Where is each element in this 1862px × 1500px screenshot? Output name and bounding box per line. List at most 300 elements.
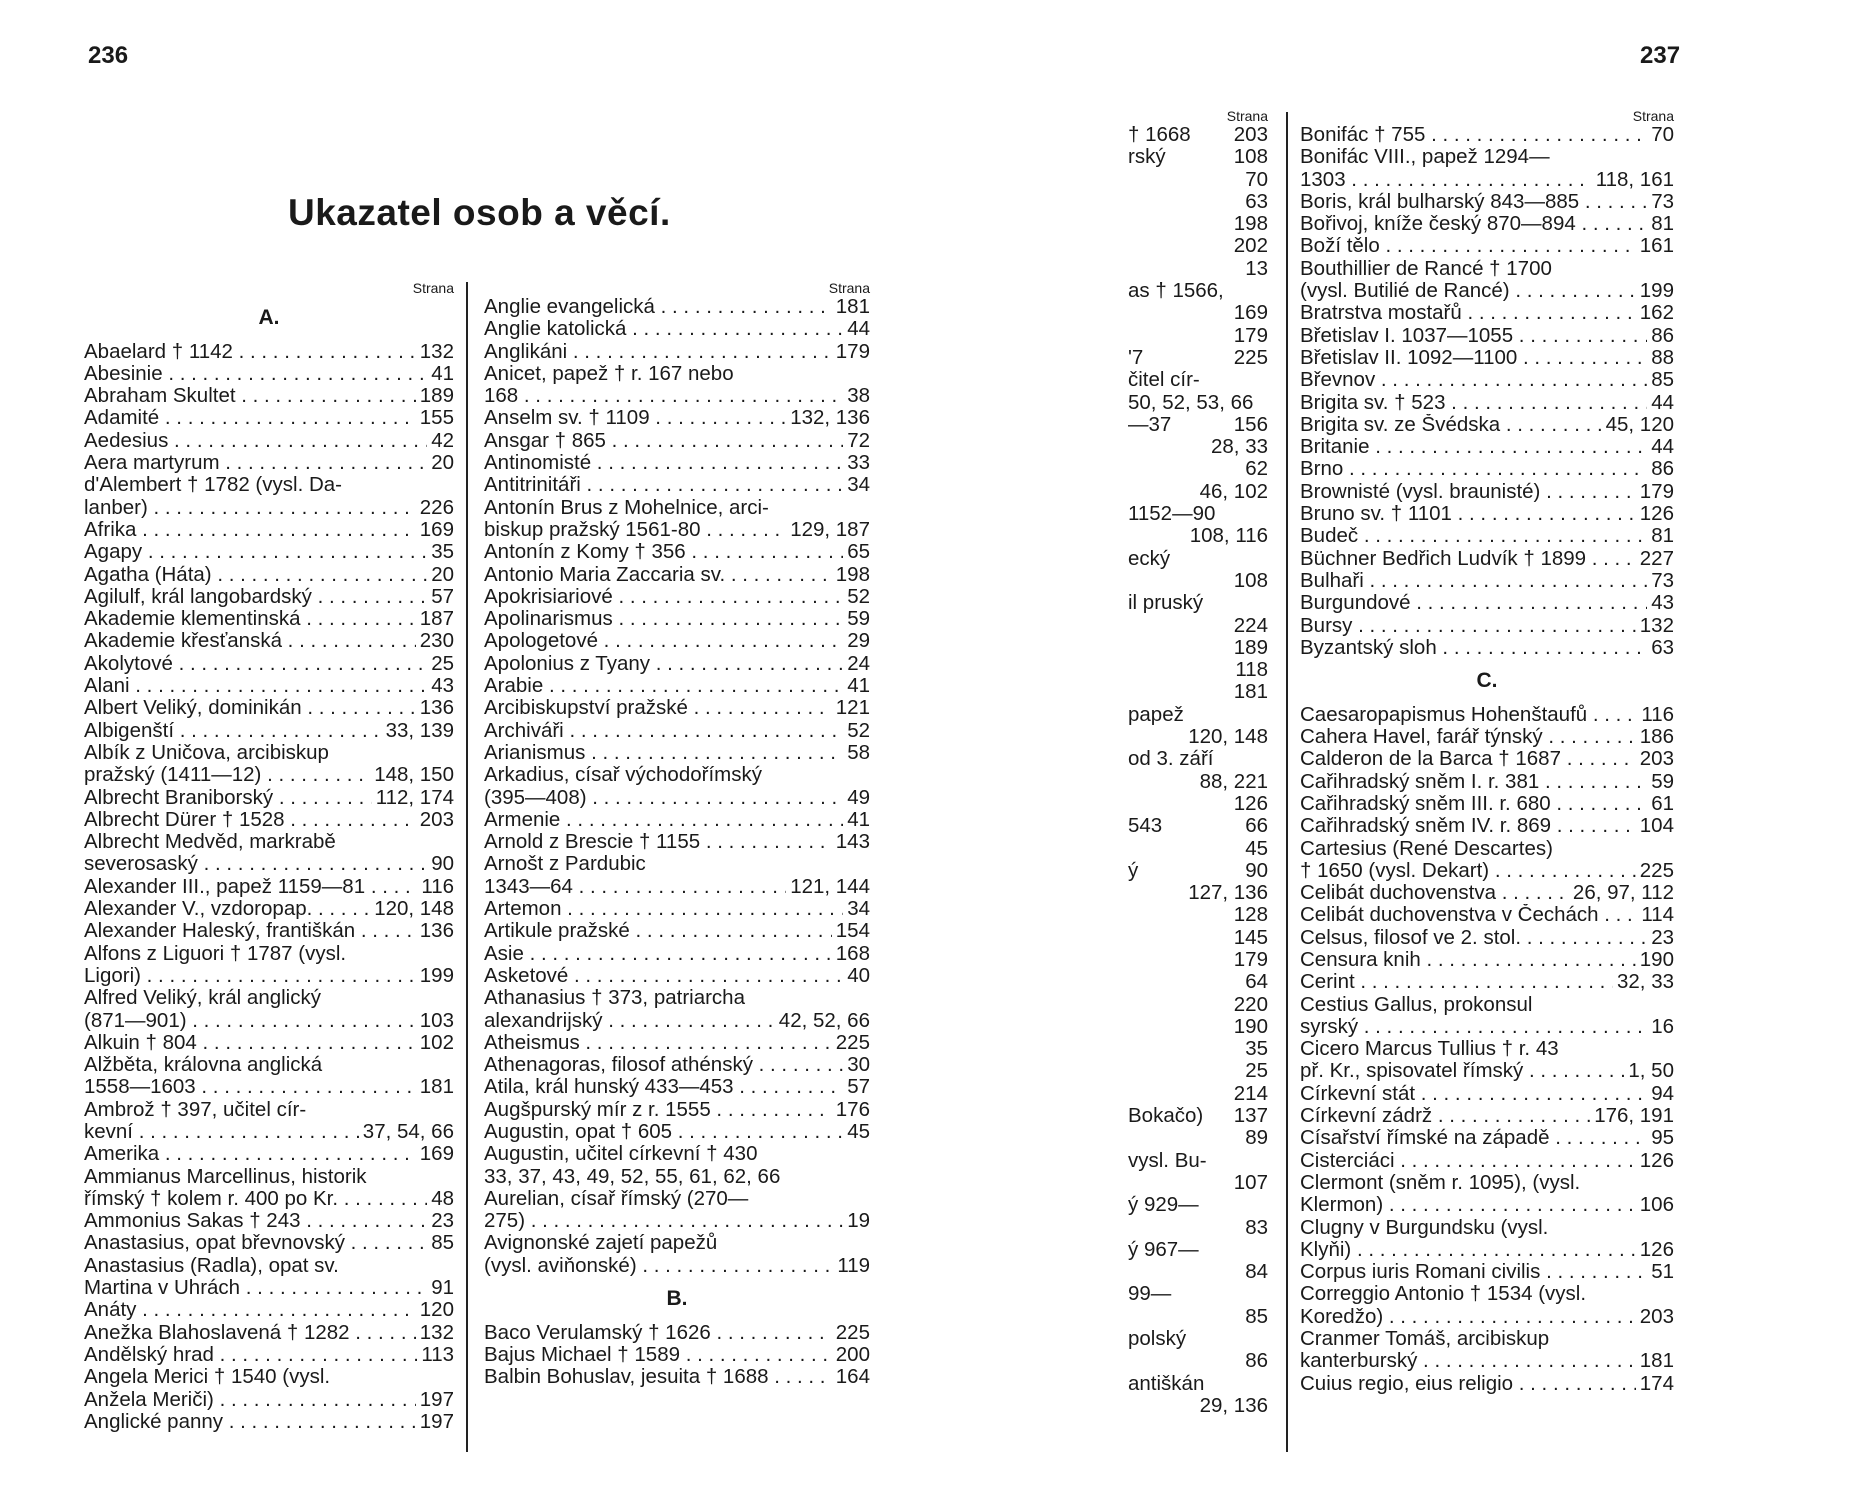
entry-pages: 168 [835, 941, 870, 965]
index-entry [84, 1389, 454, 1411]
entry-name: Celsus, filosof ve 2. stol. . . . [1300, 927, 1647, 949]
entry-name-fragment [1128, 458, 1245, 480]
entry-pages: 174 [1639, 1371, 1674, 1395]
entry-pages: 94 [1651, 1081, 1674, 1105]
entry-name-fragment [1128, 971, 1245, 993]
index-entry [484, 920, 870, 942]
index-entry [84, 385, 454, 407]
entry-name: Büchner Bedřich Ludvík † 1899 . . . [1300, 548, 1636, 570]
index-entry [84, 1166, 454, 1188]
entry-pages: 120 [419, 1298, 454, 1322]
entry-pages: 81 [1651, 524, 1674, 548]
index-entry [84, 586, 454, 608]
index-entry [484, 1188, 870, 1210]
entry-pages: 35 [1245, 1037, 1268, 1061]
entry-name-fragment: čitel cír- [1128, 369, 1200, 392]
entry-name: Anglické panny . . . [84, 1411, 416, 1433]
index-entry [84, 608, 454, 630]
entry-pages: 118, 161 [1595, 167, 1674, 191]
entry-pages: 41 [847, 674, 870, 698]
index-entry-fragment [1128, 592, 1268, 614]
entry-pages: 73 [1651, 189, 1674, 213]
entry-pages: 90 [1245, 858, 1268, 882]
entry-pages: 90 [431, 852, 454, 876]
index-entry [1300, 325, 1674, 347]
entry-name: Anglie evangelická . . . [484, 296, 832, 318]
strana-header: Strana [412, 280, 454, 296]
index-entry-fragment [1128, 414, 1268, 436]
entry-pages [339, 1254, 343, 1277]
entry-name: Byzantský sloh . . . [1300, 637, 1647, 659]
entry-name: Ammonius Sakas † 243 . . . [84, 1210, 427, 1232]
entry-name: Církevní stát . . . [1300, 1083, 1647, 1105]
entry-name: Bonifác † 755 . . . [1300, 124, 1647, 146]
entry-name: Abesinie . . . [84, 363, 427, 385]
entry-name: Anastasius, opat břevnovský . . . [84, 1232, 427, 1254]
entry-pages [717, 1231, 721, 1254]
index-entry-fragment [1128, 994, 1268, 1016]
index-entry-fragment [1128, 458, 1268, 480]
entry-pages: 121, 144 [790, 874, 870, 898]
index-entry-fragment [1128, 503, 1268, 525]
index-entry [1300, 235, 1674, 257]
entry-name-fragment [1128, 258, 1245, 280]
entry-pages: 33 [847, 451, 870, 475]
entry-pages [758, 1142, 762, 1165]
index-entry [84, 809, 454, 831]
entry-name: Alexander III., papež 1159—81 . . . [84, 876, 417, 898]
entry-name: Asketové . . . [484, 965, 843, 987]
entry-pages: 179 [1233, 947, 1268, 971]
index-entry-fragment [1128, 704, 1268, 726]
entry-pages: 58 [847, 740, 870, 764]
entry-pages: 30 [847, 1053, 870, 1077]
entry-name: Cartesius (René Descartes) [1300, 836, 1553, 860]
index-entry [84, 1277, 454, 1299]
index-entry [84, 1054, 454, 1076]
entry-pages: 162 [1639, 301, 1674, 325]
entry-name: Albrecht Medvěd, markrabě [84, 830, 336, 854]
entry-pages [1559, 1037, 1563, 1060]
entry-name: Athanasius † 373, patriarcha [484, 986, 745, 1010]
entry-pages: 20 [431, 451, 454, 475]
index-entry [484, 1322, 870, 1344]
entry-pages: 186 [1639, 725, 1674, 749]
index-entry-fragment [1128, 1328, 1268, 1350]
index-entry [1300, 146, 1674, 168]
index-entry-fragment [1128, 436, 1268, 458]
index-entry-fragment [1128, 659, 1268, 681]
index-entry-fragment [1128, 280, 1268, 302]
entry-pages: 169 [419, 517, 454, 541]
entry-pages: 88, 221 [1199, 769, 1268, 793]
entry-pages: 176, 191 [1594, 1104, 1674, 1128]
index-entry [84, 1322, 454, 1344]
index-entry [1300, 1016, 1674, 1038]
entry-name-fragment [1128, 1172, 1234, 1194]
entry-pages: 155 [419, 406, 454, 430]
index-entry-fragment [1128, 615, 1268, 637]
index-entry [84, 1210, 454, 1232]
entry-name: 33, 37, 43, 49, 52, 55, 61, 62, 66 [484, 1164, 781, 1188]
entry-name: alexandrijský . . . [484, 1010, 775, 1032]
strana-header: Strana [1632, 108, 1674, 124]
index-entry [484, 1255, 870, 1277]
entry-pages [1580, 1171, 1584, 1194]
entry-pages: 225 [835, 1030, 870, 1054]
entry-name-fragment [1128, 994, 1234, 1016]
index-entry [1300, 1373, 1674, 1395]
entry-name: Britanie . . . [1300, 436, 1647, 458]
index-entry [1300, 815, 1674, 837]
entry-name: Andělský hrad . . . [84, 1344, 417, 1366]
index-entry-fragment [1128, 681, 1268, 703]
index-entry [1300, 258, 1674, 280]
entry-pages: 132, 136 [790, 406, 870, 430]
entry-pages: 136 [419, 919, 454, 943]
index-entry [484, 831, 870, 853]
entry-pages: 121 [835, 696, 870, 720]
index-entry [484, 987, 870, 1009]
index-entry [84, 1010, 454, 1032]
entry-pages: 41 [431, 361, 454, 385]
entry-pages: 52 [847, 584, 870, 608]
index-entry [484, 407, 870, 429]
entry-name: Boží tělo . . . [1300, 235, 1636, 257]
index-entry [484, 697, 870, 719]
entry-pages: 225 [1639, 858, 1674, 882]
entry-pages: 189 [1233, 635, 1268, 659]
index-entry [1300, 414, 1674, 436]
index-entry [84, 876, 454, 898]
entry-pages: 127, 136 [1188, 881, 1268, 905]
entry-pages [780, 1165, 784, 1188]
index-entry [84, 1232, 454, 1254]
index-entry [84, 1411, 454, 1433]
index-entry [84, 452, 454, 474]
entry-name: Bořivoj, kníže český 870—894 . . . [1300, 213, 1647, 235]
entry-pages: 126 [1639, 502, 1674, 526]
entry-pages: 114 [1641, 903, 1674, 927]
index-entry [484, 1054, 870, 1076]
entry-pages [734, 362, 738, 385]
index-entry [1300, 1283, 1674, 1305]
entry-pages [1553, 837, 1557, 860]
entry-pages: 64 [1245, 970, 1268, 994]
index-entry-fragment [1128, 481, 1268, 503]
index-entry-fragment [1128, 882, 1268, 904]
index-entry [1300, 169, 1674, 191]
entry-name: Klermon) . . . [1300, 1194, 1636, 1216]
entry-pages: 181 [1233, 680, 1268, 704]
entry-pages: 13 [1245, 256, 1268, 280]
entry-name-fragment [1128, 169, 1245, 191]
entry-pages [1586, 1282, 1590, 1305]
entry-name: Antonín z Komy † 356 . . . [484, 541, 843, 563]
entry-name: † 1650 (vysl. Dekart) . . . [1300, 860, 1636, 882]
entry-name: (871—901) . . . [84, 1010, 416, 1032]
index-entry [484, 608, 870, 630]
entry-pages: 51 [1651, 1260, 1674, 1284]
index-entry [484, 586, 870, 608]
entry-name-fragment: '7 [1128, 346, 1144, 369]
entry-name: Celibát duchovenstva v Čechách . . . [1300, 904, 1637, 926]
entry-pages: 48 [431, 1186, 454, 1210]
index-entry [1300, 436, 1674, 458]
entry-name-fragment: vysl. Bu- [1128, 1149, 1207, 1172]
entry-pages: 169 [1233, 301, 1268, 325]
index-entry [84, 497, 454, 519]
index-entry-fragment [1128, 302, 1268, 324]
index-entry [84, 1032, 454, 1054]
entry-name: Anžela Meriči) . . . [84, 1389, 416, 1411]
index-entry [484, 497, 870, 519]
index-entry [84, 341, 454, 363]
index-entry-fragment [1128, 258, 1268, 280]
index-entry [484, 943, 870, 965]
index-entry [484, 1010, 870, 1032]
entry-pages: 85 [1245, 1304, 1268, 1328]
entry-pages [321, 986, 325, 1009]
index-entry [84, 1188, 454, 1210]
index-entry [84, 363, 454, 385]
index-entry [84, 407, 454, 429]
index-entry [84, 653, 454, 675]
entry-name: 275) . . . [484, 1210, 843, 1232]
entry-pages: 33, 139 [385, 718, 454, 742]
entry-name: Anáty . . . [84, 1299, 416, 1321]
entry-pages: 86 [1651, 323, 1674, 347]
index-entry [1300, 1217, 1674, 1239]
entry-pages [306, 1098, 310, 1121]
index-entry [484, 853, 870, 875]
entry-pages: 49 [847, 785, 870, 809]
entry-name: Amerika . . . [84, 1143, 416, 1165]
index-entry [84, 1344, 454, 1366]
entry-name: Břetislav II. 1092—1100 . . . [1300, 347, 1647, 369]
index-entry-fragment [1128, 213, 1268, 235]
index-entry [1300, 838, 1674, 860]
entry-pages: 42 [431, 428, 454, 452]
entry-pages: 91 [431, 1276, 454, 1300]
index-entry-fragment [1128, 369, 1268, 391]
entry-pages: 169 [419, 1142, 454, 1166]
index-entry-fragment [1128, 927, 1268, 949]
entry-name-fragment [1128, 1306, 1245, 1328]
entry-pages: 187 [419, 607, 454, 631]
entry-name-fragment: —37 [1128, 413, 1172, 436]
index-entry [1300, 592, 1674, 614]
entry-name: Aera martyrum . . . [84, 452, 427, 474]
index-entry [1300, 994, 1674, 1016]
entry-name-fragment [1128, 213, 1234, 235]
index-entry [1300, 392, 1674, 414]
entry-name: Cranmer Tomáš, arcibiskup [1300, 1327, 1550, 1351]
entry-name-fragment [1128, 615, 1234, 637]
entry-name-fragment [1128, 1127, 1245, 1149]
index-entry [484, 564, 870, 586]
entry-name: římský † kolem r. 400 po Kr. . . . [84, 1188, 427, 1210]
index-entry-fragment [1128, 838, 1268, 860]
index-entry [484, 1099, 870, 1121]
entry-name: Apokrisiariové . . . [484, 586, 843, 608]
entry-name: Anglikáni . . . [484, 341, 832, 363]
entry-name: Caesaropapismus Hohenštaufů . . . [1300, 704, 1637, 726]
entry-pages: 225 [835, 1320, 870, 1344]
entry-pages: 181 [419, 1075, 454, 1099]
entry-name-fragment [1128, 1083, 1234, 1105]
entry-name: (vysl. Butilié de Rancé) . . . [1300, 280, 1636, 302]
entry-name-fragment [1128, 904, 1234, 926]
index-entry [484, 630, 870, 652]
entry-pages: 20 [431, 562, 454, 586]
index-entry [84, 1255, 454, 1277]
index-entry [1300, 302, 1674, 324]
index-column-left-1 [84, 280, 454, 1433]
entry-name-fragment [1128, 927, 1234, 949]
entry-pages: 120, 148 [374, 897, 454, 921]
index-entry [1300, 1306, 1674, 1328]
page-number-left: 236 [88, 42, 129, 69]
entry-name: Ansgar † 865 . . . [484, 430, 843, 452]
index-entry-fragment [1128, 1150, 1268, 1172]
index-entry-fragment [1128, 860, 1268, 882]
index-entry-fragment [1128, 904, 1268, 926]
entry-pages: 62 [1245, 457, 1268, 481]
entry-pages: 86 [1651, 457, 1674, 481]
entry-pages: 16 [1651, 1014, 1674, 1038]
entry-pages: 164 [835, 1365, 870, 1389]
entry-name: Albert Veliký, dominikán . . . [84, 697, 416, 719]
entry-pages: 44 [847, 317, 870, 341]
index-entry [484, 385, 870, 407]
entry-name: Bouthillier de Rancé † 1700 [1300, 256, 1552, 280]
index-entry-fragment [1128, 1373, 1268, 1395]
entry-pages: 148, 150 [374, 763, 454, 787]
index-column-left-2 [484, 280, 870, 1389]
index-entry [1300, 1350, 1674, 1372]
index-entry-fragment [1128, 191, 1268, 213]
index-entry-fragment [1128, 525, 1268, 547]
entry-name: Cahera Havel, farář týnský . . . [1300, 726, 1636, 748]
index-entry [484, 1121, 870, 1143]
entry-pages: 120, 148 [1188, 725, 1268, 749]
entry-name: Agatha (Háta) . . . [84, 564, 427, 586]
entry-name: Bonifác VIII., papež 1294— [1300, 145, 1550, 169]
index-entry-fragment [1128, 748, 1268, 770]
entry-pages [646, 852, 650, 875]
index-entry [84, 1099, 454, 1121]
entry-name: Klyňi) . . . [1300, 1239, 1636, 1261]
entry-pages: 25 [1245, 1059, 1268, 1083]
index-entry-fragment [1128, 548, 1268, 570]
index-entry [84, 630, 454, 652]
entry-pages: 34 [847, 473, 870, 497]
entry-name: Antitrinitáři . . . [484, 474, 843, 496]
entry-pages: 26, 97, 112 [1572, 881, 1674, 905]
index-entry [1300, 615, 1674, 637]
entry-name: př. Kr., spisovatel římský . . . [1300, 1060, 1624, 1082]
entry-name: 1343—64 . . . [484, 876, 786, 898]
section-letter: B. [666, 1287, 688, 1311]
index-entry-fragment [1128, 726, 1268, 748]
entry-name-fragment [1128, 793, 1234, 815]
entry-pages: 203 [1233, 123, 1268, 146]
entry-name-fragment [1128, 436, 1211, 458]
entry-name: Afrika . . . [84, 519, 416, 541]
entry-name: Asie . . . [484, 943, 832, 965]
entry-name: Atila, král hunský 433—453 . . . [484, 1076, 843, 1098]
entry-name: Albrecht Braniborský . . . [84, 787, 372, 809]
entry-name: Cisterciáci . . . [1300, 1150, 1636, 1172]
entry-pages [329, 741, 333, 764]
entry-name: d'Alembert † 1782 (vysl. Da- [84, 473, 342, 497]
entry-pages: 112, 174 [375, 785, 454, 809]
entry-pages: 61 [1651, 791, 1674, 815]
index-column-right-fragment [1128, 108, 1268, 1417]
index-entry [84, 541, 454, 563]
index-entry [1300, 213, 1674, 235]
entry-name: Alžběta, královna anglická [84, 1053, 323, 1077]
entry-pages: 198 [835, 562, 870, 586]
index-entry [84, 1143, 454, 1165]
entry-name-fragment [1128, 1350, 1245, 1372]
entry-name: Albrecht Dürer † 1528 . . . [84, 809, 416, 831]
index-entry [484, 1232, 870, 1254]
index-entry [84, 831, 454, 853]
index-entry-fragment [1128, 325, 1268, 347]
entry-name: Akademie křesťanská . . . [84, 630, 416, 652]
entry-pages: 224 [1233, 613, 1268, 637]
entry-pages: 23 [431, 1209, 454, 1233]
section-letter: A. [258, 306, 280, 329]
entry-pages: 57 [431, 584, 454, 608]
entry-name: Ligori) . . . [84, 965, 416, 987]
entry-pages: 198 [1233, 212, 1268, 236]
entry-name-fragment: papež [1128, 703, 1184, 726]
entry-name: (395—408) . . . [484, 787, 843, 809]
entry-pages: 66 [1245, 814, 1268, 838]
entry-pages: 181 [1639, 1349, 1674, 1373]
entry-pages: 132 [419, 339, 454, 363]
index-entry-fragment [1128, 1172, 1268, 1194]
entry-name: Adamité . . . [84, 407, 416, 429]
entry-pages: 203 [1639, 1304, 1674, 1328]
entry-name: Antonio Maria Zaccaria sv. . . . [484, 564, 832, 586]
entry-name: Athenagoras, filosof athénský . . . [484, 1054, 843, 1076]
index-entry [1300, 1328, 1674, 1350]
entry-pages [346, 942, 350, 965]
entry-pages: 37, 54, 66 [362, 1119, 454, 1143]
index-entry-fragment [1128, 815, 1268, 837]
index-entry [1300, 748, 1674, 770]
entry-name-fragment: 99— [1128, 1283, 1172, 1306]
index-entry [484, 965, 870, 987]
entry-name: Arnold z Brescie † 1155 . . . [484, 831, 832, 853]
entry-name-fragment: ecký [1128, 547, 1171, 570]
entry-pages: 57 [847, 1075, 870, 1099]
entry-pages [762, 763, 766, 786]
entry-name: Celibát duchovenstva . . . [1300, 882, 1569, 904]
entry-name: Arianismus . . . [484, 742, 843, 764]
entry-pages: 132 [419, 1320, 454, 1344]
entry-pages: 214 [1233, 1081, 1268, 1105]
entry-name-fragment [1128, 659, 1235, 681]
entry-name: Břevnov . . . [1300, 369, 1647, 391]
entry-name-fragment [1128, 481, 1200, 503]
entry-pages: 126 [1639, 1237, 1674, 1261]
entry-pages: 65 [847, 540, 870, 564]
